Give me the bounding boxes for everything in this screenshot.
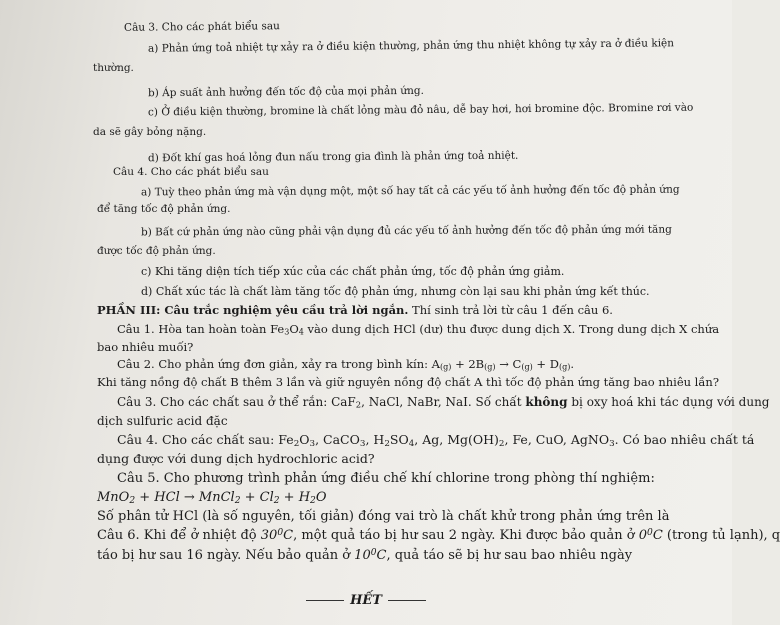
q4-b: b) Bất cứ phản ứng nào cũng phải vận dụng đủ các yếu tố ảnh hưởng đến tốc độ phản ứng mới tăng: [140, 223, 672, 239]
p3-q4: Câu 4. Cho các chất sau: $Fe_2O_3$, CaCO$_3$, $H_2SO_4$, Ag, $Mg(OH)_2$, Fe, CuO, AgNO$_3$. Có bao nhiêu chất tá: [117, 432, 755, 449]
part3-heading-bold: PHẦN III: Câu trắc nghiệm yêu cầu trả lời ngắn.: [97, 303, 409, 317]
p3-q5-cont: Số phân tử HCl (là số nguyên, tối giản) đóng vai trò là chất khử trong phản ứng trên là: [97, 509, 670, 524]
q3-title: Câu 3. Cho các phát biểu sau: [123, 20, 280, 34]
part3-heading: [97, 305, 613, 317]
end-marker: HẾT: [0, 593, 732, 608]
p3-q5-equation: MnO$_2$ + HCl → MnCl$_2$ + $Cl_2 + H_2O$: [97, 490, 327, 506]
p3-q4-cont: dụng được với dung dịch hydrochloric acid?: [97, 451, 375, 466]
q4-a-cont: để tăng tốc độ phản ứng.: [97, 203, 231, 215]
p3-q3: Câu 3. Cho các chất sau ở thể rắn: CaF$_2$, NaCl, NaBr, NaI. Số chất không bị oxy hoá khi tác dụng với dung: [117, 395, 770, 410]
p3-q1: Câu 1. Hòa tan hoàn toàn $Fe_3O_4$ vào dung dịch HCl (dư) thu được dung dịch X. Trong dung dịch X chứa: [117, 322, 720, 337]
q4-d: d) Chất xúc tác là chất làm tăng tốc độ phản ứng, nhưng còn lại sau khi phản ứng kết thúc.: [141, 285, 650, 298]
p3-q5: Câu 5. Cho phương trình phản ứng điều chế khí chlorine trong phòng thí nghiệm:: [117, 471, 655, 486]
q3-b: b) Áp suất ảnh hưởng đến tốc độ của mọi phản ứng.: [147, 84, 424, 100]
p3-q2-cont: Khi tăng nồng độ chất B thêm 3 lần và giữ nguyên nồng độ chất A thì tốc độ phản ứng tăng bao nhiêu lần?: [97, 375, 719, 389]
q4-c: c) Khi tăng diện tích tiếp xúc của các chất phản ứng, tốc độ phản ứng giảm.: [141, 265, 565, 278]
q4-title: Câu 4. Cho các phát biểu sau: [113, 166, 269, 178]
q3-a: a) Phản ứng toả nhiệt tự xảy ra ở điều kiện thường, phản ứng thu nhiệt không tự xảy ra ở điều kiện: [147, 37, 675, 55]
q4-a: a) Tuỳ theo phản ứng mà vận dụng một, một số hay tất cả các yếu tố ảnh hưởng đến tốc độ phản ứng: [140, 183, 680, 199]
q3-a-cont: thường.: [93, 62, 134, 74]
p3-q6: Câu 6. Khi để ở nhiệt độ $30^0C$, một quả táo bị hư sau 2 ngày. Khi được bảo quản ở $0^0C$ (trong tủ lạnh), q: [97, 527, 780, 543]
p3-q1-cont: bao nhiêu muối?: [97, 340, 194, 354]
p3-q3-cont: dịch sulfuric acid đặc: [97, 414, 228, 428]
q3-c-cont: da sẽ gây bỏng nặng.: [93, 126, 207, 138]
q3-d: d) Đốt khí gas hoá lỏng đun nấu trong gia đình là phản ứng toả nhiệt.: [147, 149, 519, 165]
q4-b-cont: được tốc độ phản ứng.: [97, 245, 216, 257]
q3-c: c) Ở điều kiện thường, bromine là chất lỏng màu đỏ nâu, dễ bay hơi, hơi bromine độc. Bromine rơi vào: [147, 101, 694, 119]
p3-q2: Câu 2. Cho phản ứng đơn giản, xảy ra trong bình kín: $A_{(g)} + 2B_{(g)} \to C_{(g)} + D_{(g)}$.: [117, 357, 575, 372]
p3-q6-cont: táo bị hư sau 16 ngày. Nếu bảo quản ở $10^0C$, quả táo sẽ bị hư sau bao nhiêu ngày: [97, 547, 633, 563]
part3-heading-rest: Thí sinh trả lời từ câu 1 đến câu 6.: [408, 303, 613, 317]
